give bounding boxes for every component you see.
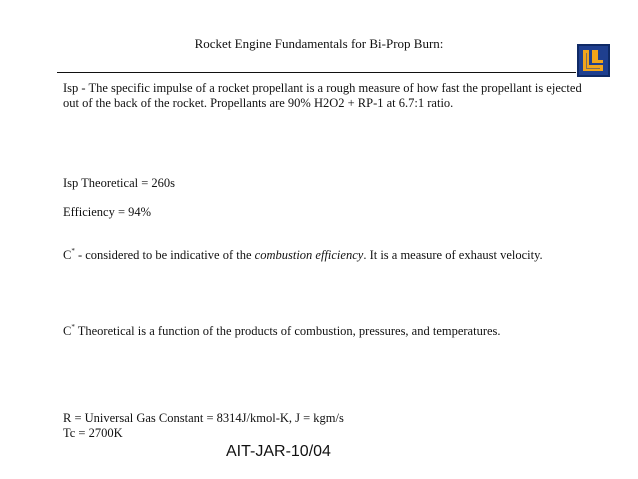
cstar-theoretical [63,324,501,339]
gas-constant: R = Universal Gas Constant = 8314J/kmol-K, J = kgm/s [63,411,344,425]
slide-title: Rocket Engine Fundamentals for Bi-Prop Burn: [194,36,444,51]
combustion-efficiency-emphasis: combustion efficiency [254,248,364,262]
chamber-temperature: Tc = 2700K [63,426,123,440]
university-logo-icon [577,44,610,77]
isp-definition: Isp - The specific impulse of a rocket propellant is a rough measure of how fast the propellant is ejected out of the back of the rocket. Propellants are 90% H2O2 + RP-1 at 6.7:1 ratio. [63,81,582,110]
cstar-superscript: * [71,247,75,255]
cstar-prefix: - considered to be indicative of the [74,248,255,262]
cstar-theoretical-symbol: C [63,324,72,338]
cstar-theoretical-superscript: * [71,323,75,331]
title-divider [57,72,576,73]
cstar-suffix: . It is a measure of exhaust velocity. [363,248,543,262]
cstar-symbol: C [63,248,72,262]
cstar-theoretical-text: Theoretical is a function of the products of combustion, pressures, and temperatures. [74,324,501,338]
footer-code: AIT-JAR-10/04 [226,443,331,460]
efficiency: Efficiency = 94% [63,205,152,219]
isp-theoretical: Isp Theoretical = 260s [63,176,175,190]
cstar-definition [63,248,543,263]
